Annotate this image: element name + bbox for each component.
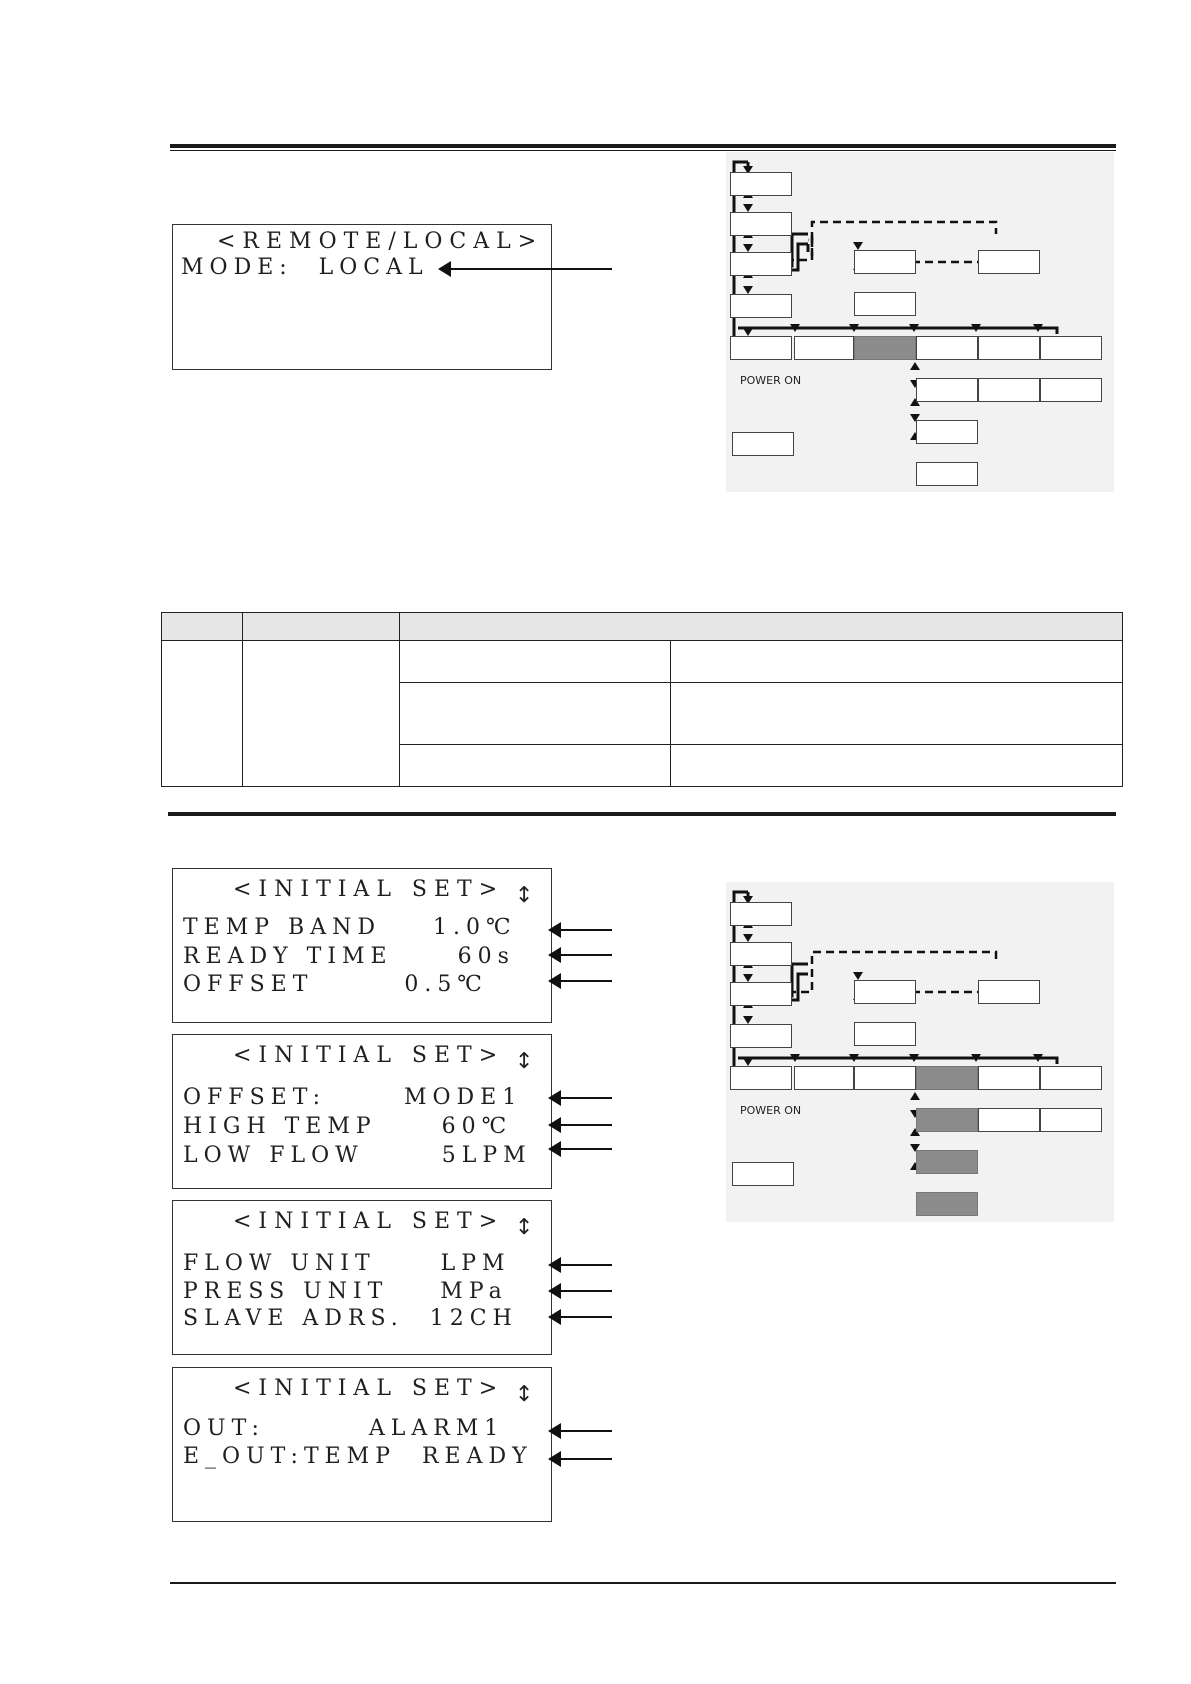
menu-box <box>978 1108 1040 1132</box>
menu-box-highlighted <box>916 1066 978 1090</box>
left-arrow-icon <box>550 1430 612 1432</box>
menu-box <box>978 250 1040 274</box>
header-rule-thin <box>170 150 1116 151</box>
lcd-title: <INITIAL SET> <box>233 1376 505 1401</box>
table-cell <box>162 641 243 787</box>
menu-box <box>794 336 854 360</box>
menu-box <box>916 378 978 402</box>
menu-box <box>730 942 792 966</box>
menu-box-highlighted <box>854 336 916 360</box>
menu-box <box>1040 1108 1102 1132</box>
left-arrow-icon <box>550 1148 612 1150</box>
lcd-title: <INITIAL SET> <box>233 1209 505 1234</box>
footer-rule <box>170 1582 1116 1584</box>
left-arrow-icon <box>440 268 612 270</box>
initial-set-lcd-2 <box>172 1034 552 1189</box>
menu-box <box>854 292 916 316</box>
lcd-line: TEMP BAND 1.0℃ <box>183 915 517 940</box>
lcd-line: PRESS UNIT MPa <box>183 1279 508 1304</box>
table-header-cell <box>162 613 243 641</box>
table-cell <box>671 745 1123 787</box>
lcd-title: <REMOTE/LOCAL> <box>217 229 544 254</box>
menu-box <box>730 1066 792 1090</box>
menu-box <box>1040 1066 1102 1090</box>
lcd-line: FLOW UNIT LPM <box>183 1251 511 1276</box>
up-down-arrow-icon: ↕ <box>515 1215 534 1240</box>
left-arrow-icon <box>550 1264 612 1266</box>
lcd-line: SLAVE ADRS. 12CH <box>183 1306 518 1331</box>
remote-local-lcd <box>172 224 552 370</box>
menu-box <box>730 212 792 236</box>
lcd-line: READY TIME 60s <box>183 944 515 969</box>
table-header-cell <box>400 613 1123 641</box>
table-cell <box>671 683 1123 745</box>
menu-box-highlighted <box>916 1150 978 1174</box>
menu-box <box>978 1066 1040 1090</box>
table-cell <box>671 641 1123 683</box>
menu-box <box>730 294 792 318</box>
menu-box <box>916 420 978 444</box>
menu-box <box>978 336 1040 360</box>
left-arrow-icon <box>550 1124 612 1126</box>
menu-box <box>916 336 978 360</box>
left-arrow-icon <box>550 1097 612 1099</box>
up-down-arrow-icon: ↕ <box>515 883 534 908</box>
up-down-arrow-icon: ↕ <box>515 1382 534 1407</box>
table-header-row <box>162 613 1123 641</box>
menu-box <box>732 432 794 456</box>
menu-box <box>730 252 792 276</box>
table-row <box>162 641 1123 683</box>
lcd-line-mode: MODE: LOCAL <box>181 255 429 280</box>
header-rule <box>170 144 1116 148</box>
section-rule <box>168 812 1116 816</box>
menu-box <box>854 980 916 1004</box>
power-on-label: POWER ON <box>740 1104 802 1117</box>
table-cell <box>400 745 671 787</box>
table-header-cell <box>243 613 400 641</box>
power-on-label: POWER ON <box>740 374 802 387</box>
left-arrow-icon <box>550 929 612 931</box>
menu-box <box>854 1022 916 1046</box>
left-arrow-icon <box>550 1316 612 1318</box>
menu-box <box>730 172 792 196</box>
menu-box <box>730 982 792 1006</box>
menu-box <box>1040 336 1102 360</box>
lcd-line: LOW FLOW 5LPM <box>183 1143 532 1168</box>
initial-set-lcd-1 <box>172 868 552 1023</box>
initial-set-lcd-3 <box>172 1200 552 1355</box>
left-arrow-icon <box>550 954 612 956</box>
menu-box <box>730 1024 792 1048</box>
menu-diagram-bottom <box>726 882 1114 1222</box>
menu-box <box>916 462 978 486</box>
menu-diagram-top <box>726 152 1114 492</box>
lcd-line: HIGH TEMP 60℃ <box>183 1114 513 1139</box>
initial-set-lcd-4 <box>172 1367 552 1522</box>
left-arrow-icon <box>550 1458 612 1460</box>
left-arrow-icon <box>550 1290 612 1292</box>
table-cell <box>400 683 671 745</box>
lcd-title: <INITIAL SET> <box>233 1043 505 1068</box>
table-cell <box>243 641 400 787</box>
lcd-line: E_OUT:TEMP READY <box>183 1444 533 1469</box>
settings-table <box>161 612 1123 787</box>
lcd-line: OFFSET 0.5℃ <box>183 972 488 997</box>
menu-box <box>854 1066 916 1090</box>
lcd-line: OFFSET: MODE1 <box>183 1085 523 1110</box>
menu-box <box>730 336 792 360</box>
menu-box <box>854 250 916 274</box>
menu-box <box>978 378 1040 402</box>
menu-box-highlighted <box>916 1192 978 1216</box>
menu-box <box>732 1162 794 1186</box>
menu-box <box>978 980 1040 1004</box>
menu-box-highlighted <box>916 1108 978 1132</box>
left-arrow-icon <box>550 980 612 982</box>
menu-box <box>794 1066 854 1090</box>
lcd-line: OUT: ALARM1 <box>183 1416 505 1441</box>
menu-box <box>1040 378 1102 402</box>
table-cell <box>400 641 671 683</box>
up-down-arrow-icon: ↕ <box>515 1049 534 1074</box>
menu-box <box>730 902 792 926</box>
lcd-title: <INITIAL SET> <box>233 877 505 902</box>
